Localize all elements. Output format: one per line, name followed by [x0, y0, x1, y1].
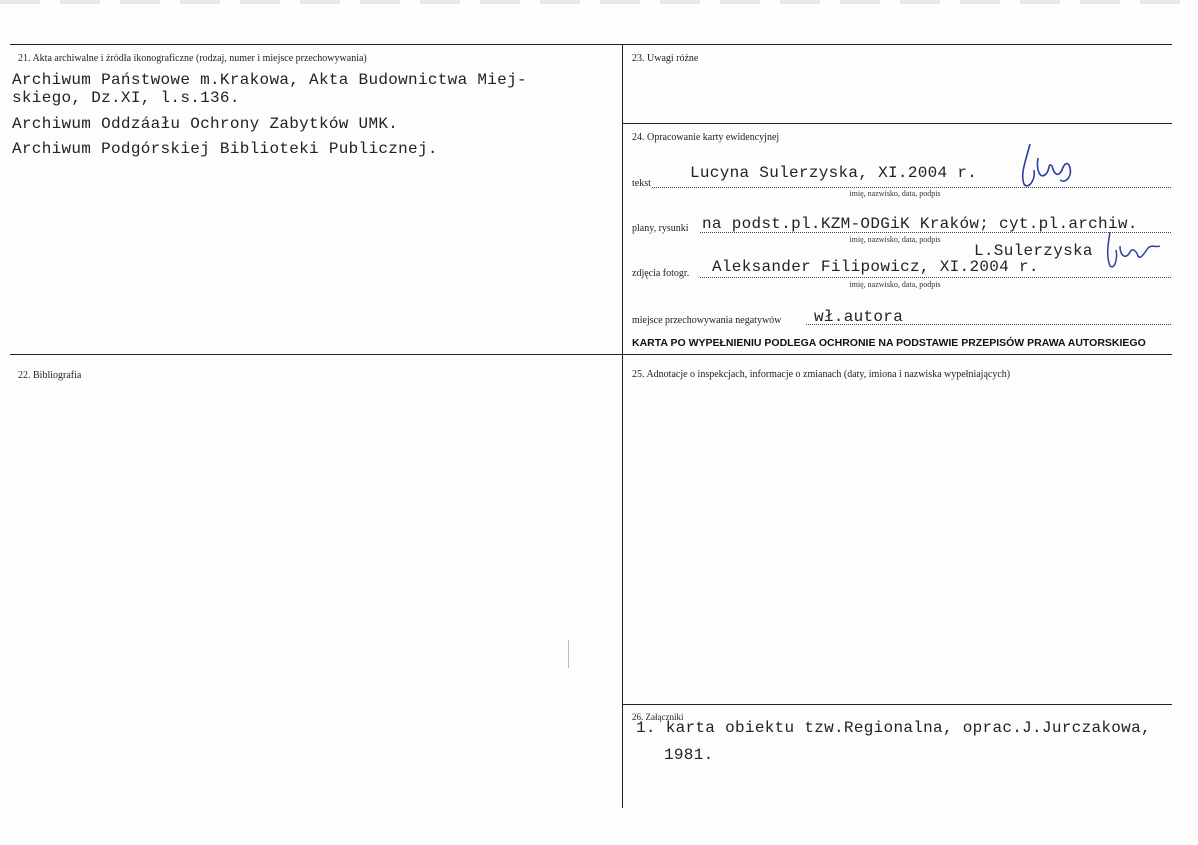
signature-icon [1096, 226, 1166, 274]
section-24-label: 24. Opracowanie karty ewidencyjnej [632, 132, 780, 143]
scan-edge [0, 0, 1198, 4]
rule-23-24 [623, 123, 1172, 124]
zdjecia-caption: imię, nazwisko, data, podpis [849, 280, 941, 289]
signature-icon [1012, 140, 1082, 192]
section-21-line: skiego, Dz.XI, l.s.136. [12, 89, 240, 107]
tekst-dotted-line [652, 187, 1171, 188]
tekst-value: Lucyna Sulerzyska, XI.2004 r. [690, 164, 978, 182]
middle-rule [10, 354, 1172, 355]
rule-25-26 [623, 704, 1172, 705]
top-rule [10, 44, 1172, 45]
plany-author: L.Sulerzyska [974, 242, 1093, 260]
center-divider [622, 44, 623, 808]
plany-value: na podst.pl.KZM-ODGiK Kraków; cyt.pl.archiw. [702, 215, 1138, 233]
section-26-line: 1981. [664, 746, 714, 764]
negatywy-value: wł.autora [814, 308, 904, 326]
tekst-label: tekst [632, 178, 651, 189]
section-21-label: 21. Akta archiwalne i źródła ikonograficzne (rodzaj, numer i miejsce przechowywania) [18, 53, 367, 64]
copyright-notice: KARTA PO WYPEŁNIENIU PODLEGA OCHRONIE NA PODSTAWIE PRZEPISÓW PRAWA AUTORSKIEGO [632, 337, 1146, 349]
tekst-caption: imię, nazwisko, data, podpis [849, 189, 941, 198]
plany-caption: imię, nazwisko, data, podpis [849, 235, 941, 244]
section-26-line: 1. karta obiektu tzw.Regionalna, oprac.J.Jurczakowa, [636, 719, 1151, 737]
section-26-label: 26. Załączniki [632, 712, 684, 722]
section-22-label: 22. Bibliografia [18, 370, 82, 381]
section-21-line: Archiwum Oddzáału Ochrony Zabytków UMK. [12, 115, 399, 133]
section-21-line: Archiwum Podgórskiej Biblioteki Publicznej. [12, 140, 438, 158]
zdjecia-value: Aleksander Filipowicz, XI.2004 r. [712, 258, 1039, 276]
section-25-label: 25. Adnotacje o inspekcjach, informacje o zmianach (daty, imiona i nazwiska wypełniających) [632, 369, 1011, 380]
section-23-label: 23. Uwagi różne [632, 53, 699, 64]
section-21-line: Archiwum Państwowe m.Krakowa, Akta Budownictwa Miej- [12, 71, 527, 89]
plany-label: plany, rysunki [632, 223, 689, 234]
scan-mark [568, 640, 569, 668]
negatywy-label: miejsce przechowywania negatywów [632, 315, 782, 326]
zdjecia-dotted-line [700, 277, 1171, 278]
zdjecia-label: zdjęcia fotogr. [632, 268, 690, 279]
